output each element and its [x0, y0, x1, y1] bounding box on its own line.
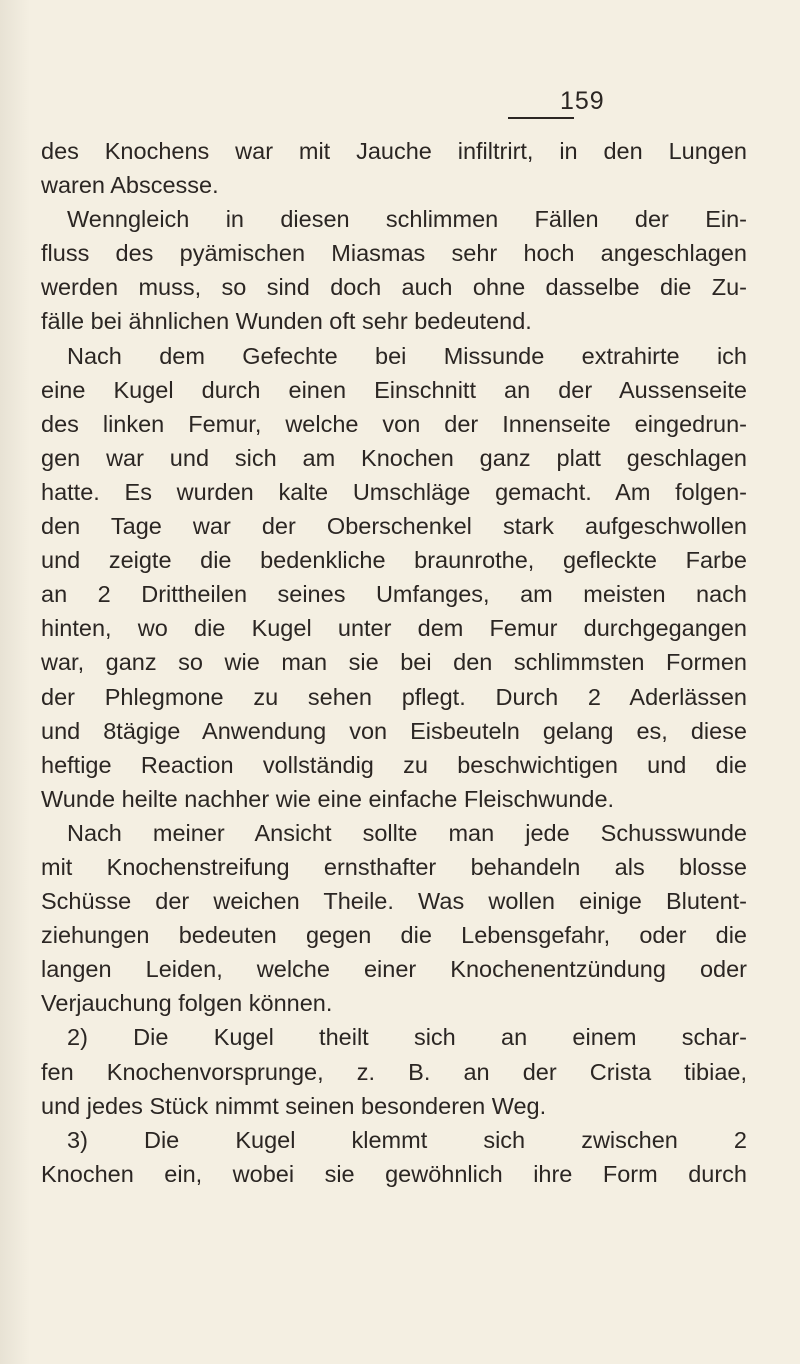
text-line: fluss des pyämischen Miasmas sehr hoch angeschlagen	[41, 240, 747, 267]
text-line: des linken Femur, welche von der Innenseite eingedrun-	[41, 410, 747, 437]
text-line: langen Leiden, welche einer Knochenentzündung oder	[41, 956, 747, 983]
header-rule	[508, 117, 574, 119]
text-line: und 8tägige Anwendung von Eisbeuteln gelang es, diese	[41, 717, 747, 744]
text-line: Nach meiner Ansicht sollte man jede Schusswunde	[67, 819, 747, 846]
text-line: werden muss, so sind doch auch ohne dasselbe die Zu-	[41, 274, 747, 301]
text-line: an 2 Drittheilen seines Umfanges, am meisten nach	[41, 581, 747, 608]
text-line: Wenngleich in diesen schlimmen Fällen der Ein-	[67, 206, 747, 233]
text-line: mit Knochenstreifung ernsthafter behandeln als blosse	[41, 853, 747, 880]
text-line: fälle bei ähnlichen Wunden oft sehr bedeutend.	[41, 308, 532, 335]
text-line: Knochen ein, wobei sie gewöhnlich ihre Form durch	[41, 1160, 747, 1187]
text-line: hinten, wo die Kugel unter dem Femur durchgegangen	[41, 615, 747, 642]
text-line: und zeigte die bedenkliche braunrothe, gefleckte Farbe	[41, 547, 747, 574]
text-line: den Tage war der Oberschenkel stark aufgeschwollen	[41, 513, 747, 540]
text-line: waren Abscesse.	[41, 172, 219, 199]
text-line: 2) Die Kugel theilt sich an einem schar-	[67, 1024, 747, 1051]
text-line: Nach dem Gefechte bei Missunde extrahirte ich	[67, 342, 747, 369]
page-number: 159	[560, 87, 605, 115]
text-line: Verjauchung folgen können.	[41, 990, 333, 1017]
text-line: Schüsse der weichen Theile. Was wollen einige Blutent-	[41, 888, 747, 915]
text-line: 3) Die Kugel klemmt sich zwischen 2	[67, 1126, 747, 1153]
text-line: ziehungen bedeuten gegen die Lebensgefahr, oder die	[41, 922, 747, 949]
text-line: heftige Reaction vollständig zu beschwichtigen und die	[41, 751, 747, 778]
text-line: Wunde heilte nachher wie eine einfache Fleischwunde.	[41, 785, 615, 812]
text-line: und jedes Stück nimmt seinen besonderen Weg.	[41, 1092, 547, 1119]
text-line: des Knochens war mit Jauche infiltrirt, in den Lungen	[41, 138, 747, 164]
text-line: war, ganz so wie man sie bei den schlimmsten Formen	[41, 649, 747, 676]
text-line: gen war und sich am Knochen ganz platt geschlagen	[41, 444, 747, 471]
body-text	[41, 134, 747, 1191]
text-line: eine Kugel durch einen Einschnitt an der Aussenseite	[41, 376, 747, 403]
text-line: fen Knochenvorsprunge, z. B. an der Crista tibiae,	[41, 1058, 747, 1085]
text-line: der Phlegmone zu sehen pflegt. Durch 2 Aderlässen	[41, 683, 747, 710]
text-line: hatte. Es wurden kalte Umschläge gemacht. Am folgen-	[41, 478, 747, 505]
